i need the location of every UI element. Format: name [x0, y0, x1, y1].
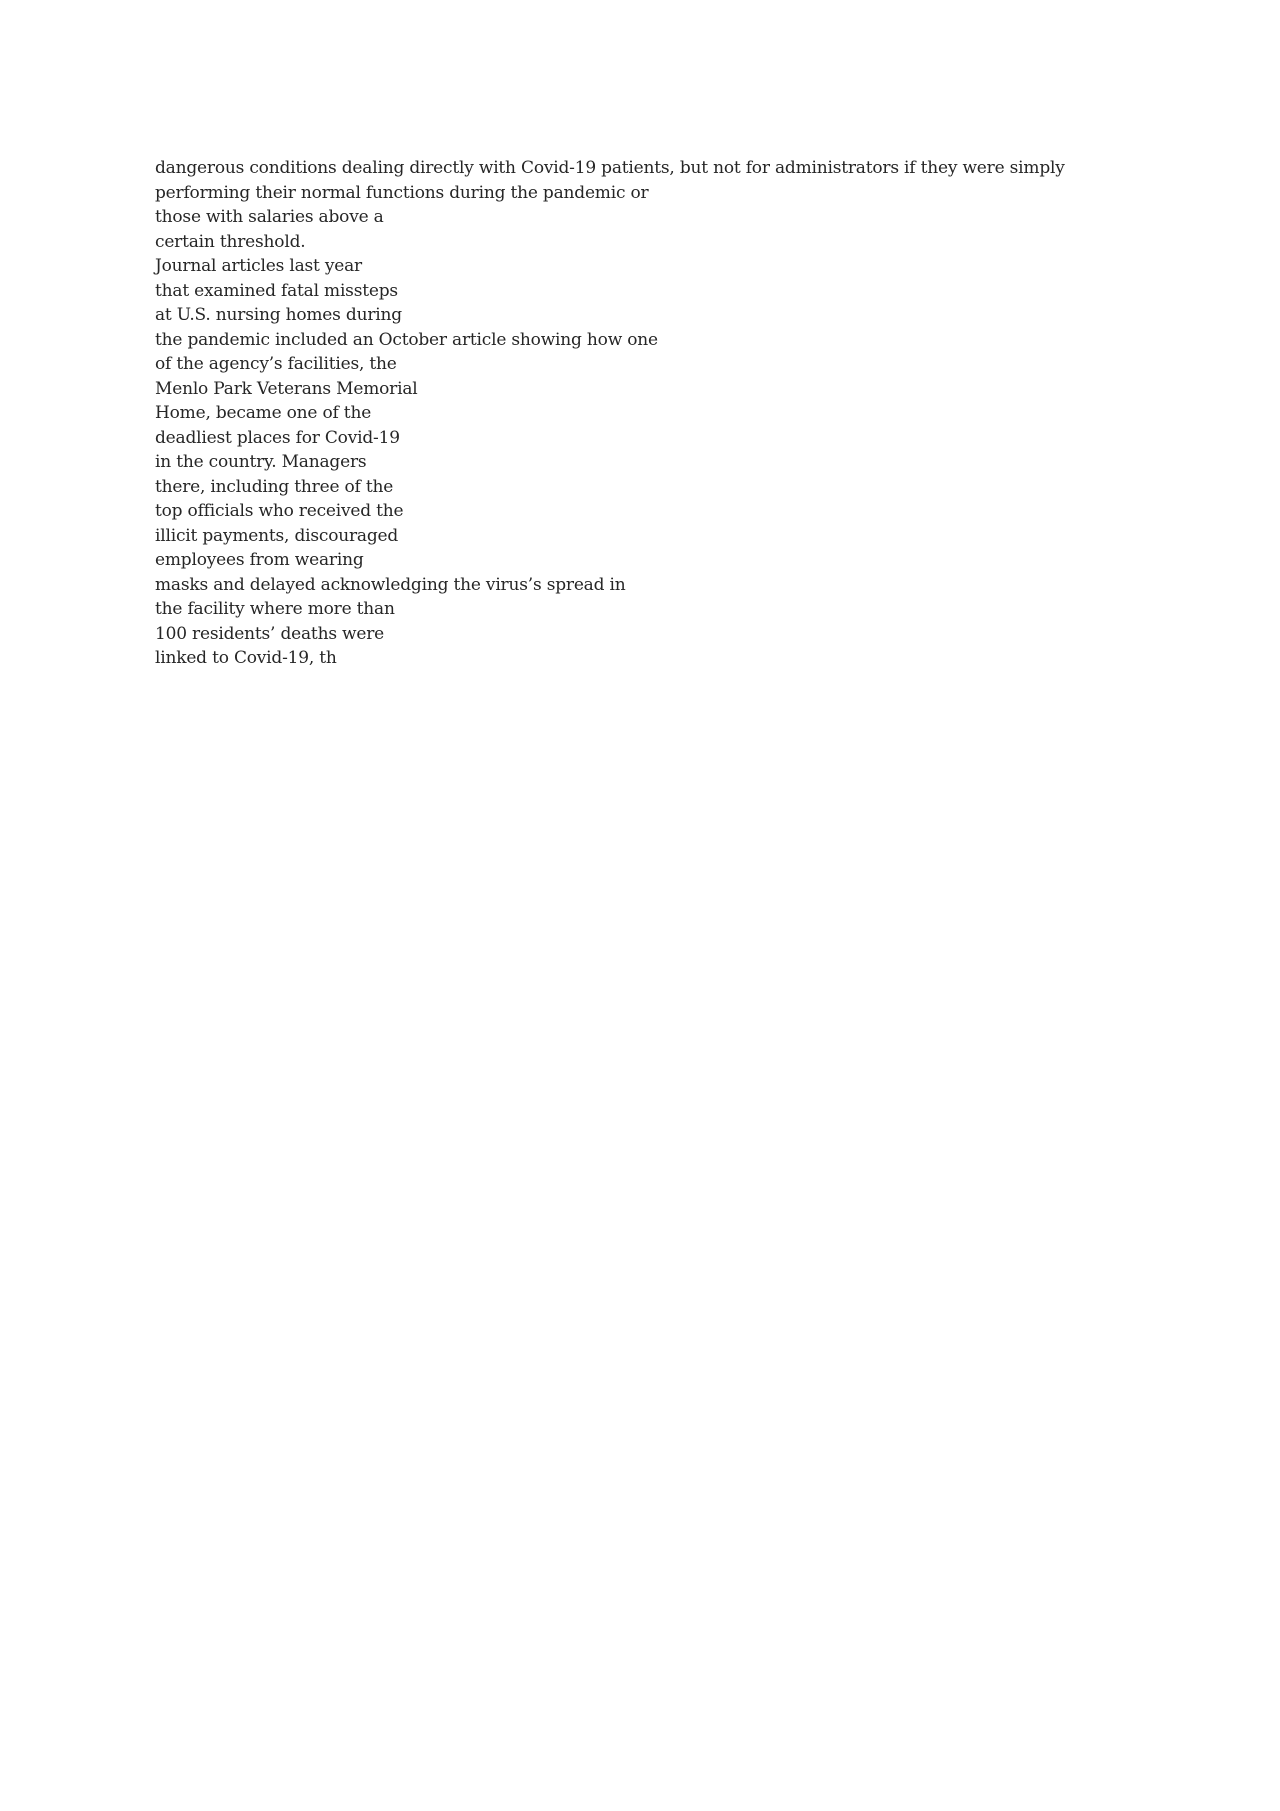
text-line: of the agency’s facilities, the	[155, 354, 397, 374]
text-line: linked to Covid-19, th	[155, 648, 337, 668]
text-line: Menlo Park Veterans Memorial	[155, 378, 418, 399]
text-line: at U.S. nursing homes during	[155, 305, 402, 325]
text-line: certain threshold.	[155, 231, 306, 252]
text-line: performing their normal functions during the pandemic or	[155, 182, 649, 203]
text-line: 100 residents’ deaths were	[155, 623, 385, 644]
text-line: those with salaries above a	[155, 207, 384, 227]
text-line: masks and delayed acknowledging the virus’s spread in	[155, 574, 626, 595]
text-line: in the country. Managers	[155, 452, 367, 472]
text-line: deadliest places for Covid-19	[155, 427, 400, 448]
text-line: illicit payments, discouraged	[155, 525, 399, 546]
text-line: there, including three of the	[155, 476, 394, 497]
text-line: top officials who received the	[155, 501, 404, 521]
document-body-text	[155, 156, 1155, 671]
text-line: that examined fatal missteps	[155, 280, 398, 301]
text-line: dangerous conditions dealing directly with Covid-19 patients, but not for administrators if they were simply	[155, 158, 1065, 178]
text-line: employees from wearing	[155, 550, 364, 570]
text-line: the pandemic included an October article showing how one	[155, 329, 658, 350]
text-line: Journal articles last year	[155, 256, 362, 276]
text-line: the facility where more than	[155, 599, 395, 619]
text-line: Home, became one of the	[155, 403, 372, 423]
